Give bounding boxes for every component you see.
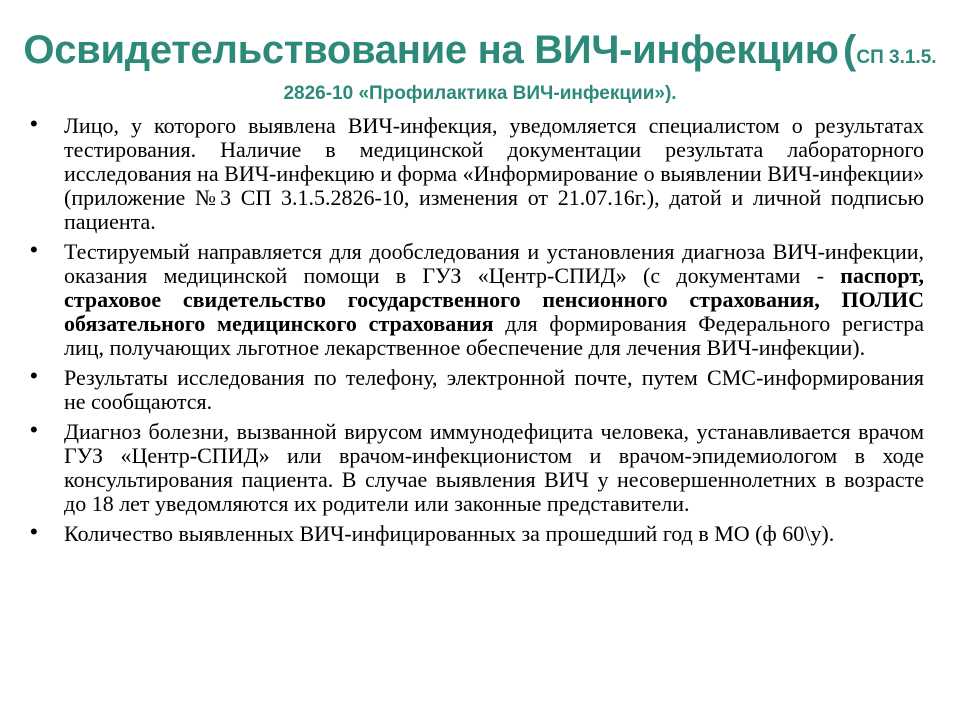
- bullet-dot: •: [30, 417, 38, 442]
- bullet-item-4: [30, 417, 924, 516]
- bullet-item-5: [30, 519, 924, 546]
- bullet-item-2: [30, 237, 924, 360]
- bullet-dot: •: [30, 519, 38, 544]
- bullet-item-3: [30, 363, 924, 414]
- title-paren: (: [843, 28, 857, 72]
- title-ref: СП 3.1.5.: [856, 47, 937, 68]
- bullet-bold-documents: паспорт, страховое свидетельство государственного пенсионного страхования,: [64, 263, 924, 312]
- slide-title: [0, 28, 960, 105]
- bullet-dot: •: [30, 237, 38, 262]
- title-main: Освидетельствование на ВИЧ-инфекцию: [23, 28, 839, 72]
- title-line2: 2826-10 «Профилактика ВИЧ-инфекции»).: [283, 83, 677, 104]
- bullet-text: Диагноз болезни, вызванной вирусом иммунодефицита человека, устанавливается врачом ГУЗ «Центр-СПИД» или врачом-инфекционистом и врачом-эпидемиологом в ходе консультирования пациента. В случае выявления ВИЧ у несовершеннолетних в возрасте до 18 лет уведомляются их родители или законные представители.: [64, 419, 924, 516]
- bullet-item-1: [30, 111, 924, 234]
- bullet-bold-policy: ПОЛИС обязательного медицинского страхования: [64, 287, 924, 336]
- bullet-text: Лицо, у которого выявлена ВИЧ-инфекция, уведомляется специалистом о результатах тестирования. Наличие в медицинской документации результата лабораторного исследования на ВИЧ-инфекцию и форма «Информирование о выявлении ВИЧ-инфекции» (приложение №3 СП 3.1.5.2826-10, изменения от 21.07.16г.), датой и личной подписью пациента.: [64, 113, 924, 234]
- bullet-dot: •: [30, 111, 38, 136]
- bullet-dot: •: [30, 363, 38, 388]
- bullet-text: Результаты исследования по телефону, электронной почте, путем СМС-информирования не сообщаются.: [64, 365, 924, 414]
- bullet-text-start: Тестируемый направляется для дообследования и установления диагноза ВИЧ-инфекции, оказания медицинской помощи в ГУЗ «Центр-СПИД» (с документами -: [64, 239, 924, 288]
- bullet-text: Количество выявленных ВИЧ-инфицированных за прошедший год в МО (ф 60\у).: [64, 521, 835, 546]
- bullet-text-end: для формирования Федерального регистра лиц, получающих льготное лекарственное обеспечение для лечения ВИЧ-инфекции).: [64, 311, 924, 360]
- bullet-text-middle: [820, 287, 842, 312]
- bullet-list: [30, 111, 924, 552]
